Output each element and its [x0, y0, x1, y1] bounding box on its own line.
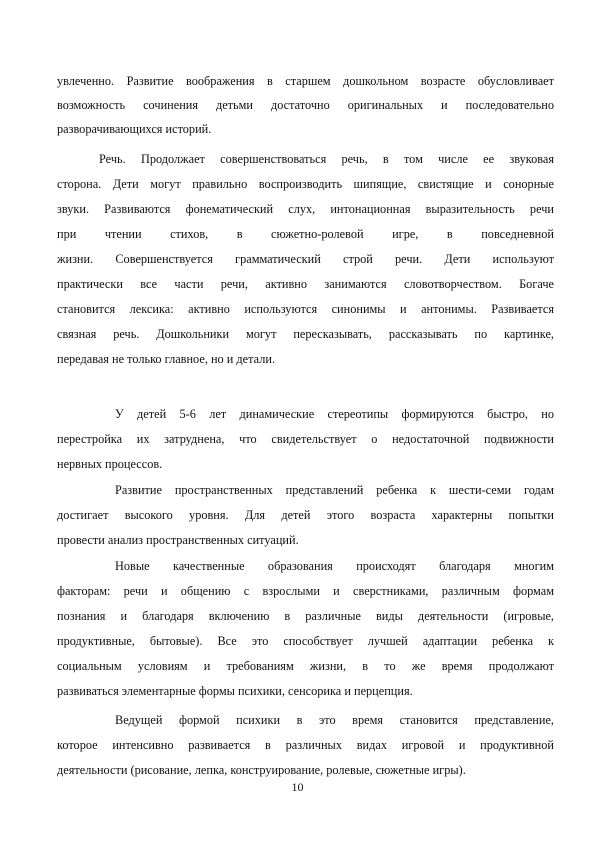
page-number: 10 [291, 780, 304, 794]
text-line: возможность сочинения детьми достаточно оригинальных и последовательно [57, 98, 554, 112]
text-line: становится лексика: активно используются синонимы и антонимы. Развивается [57, 302, 554, 316]
text-line: звуки. Развиваются фонематический слух, интонационная выразительность речи [57, 202, 554, 216]
text-line: развиваться элементарные формы психики, сенсорика и перцепция. [57, 684, 413, 698]
text-line: провести анализ пространственных ситуаций. [57, 533, 299, 547]
text-line: которое интенсивно развивается в различных видах игровой и продуктивной [57, 738, 554, 752]
text-line: при чтении стихов, в сюжетно-ролевой игре, в повседневной [57, 227, 554, 241]
text-line: деятельности (рисование, лепка, конструирование, ролевые, сюжетные игры). [57, 763, 466, 777]
text-line: познания и благодаря включению в различные виды деятельности (игровые, [57, 609, 554, 623]
text-line: факторам: речи и общению с взрослыми и сверстниками, различным формам [57, 584, 554, 598]
text-line: Новые качественные образования происходят благодаря многим [115, 559, 554, 573]
text-line: связная речь. Дошкольники могут пересказывать, рассказывать по картинке, [57, 327, 554, 341]
text-line: увлеченно. Развитие воображения в старшем дошкольном возрасте обусловливает [57, 74, 554, 88]
text-line: У детей 5-6 лет динамические стереотипы формируются быстро, но [115, 407, 554, 421]
text-line: продуктивные, бытовые). Все это способствует лучшей адаптации ребенка к [57, 634, 554, 648]
text-line: жизни. Совершенствуется грамматический строй речи. Дети используют [57, 252, 554, 266]
text-line: практически все части речи, активно занимаются словотворчеством. Богаче [57, 277, 554, 291]
text-line: разворачивающихся историй. [57, 122, 212, 136]
text-line: Развитие пространственных представлений ребенка к шести-семи годам [115, 483, 554, 497]
text-line: передавая не только главное, но и детали. [57, 352, 276, 366]
text-line: Речь. Продолжает совершенствоваться речь, в том числе ее звуковая [99, 152, 554, 166]
text-line: достигает высокого уровня. Для детей этого возраста характерны попытки [57, 508, 554, 522]
text-line: Ведущей формой психики в это время становится представление, [115, 713, 554, 727]
text-line: нервных процессов. [57, 457, 163, 471]
text-line: социальным условиям и требованиям жизни, в то же время продолжают [57, 659, 554, 673]
text-line: перестройка их затруднена, что свидетельствует о недостаточной подвижности [57, 432, 554, 446]
text-line: сторона. Дети могут правильно воспроизводить шипящие, свистящие и сонорные [57, 177, 554, 191]
